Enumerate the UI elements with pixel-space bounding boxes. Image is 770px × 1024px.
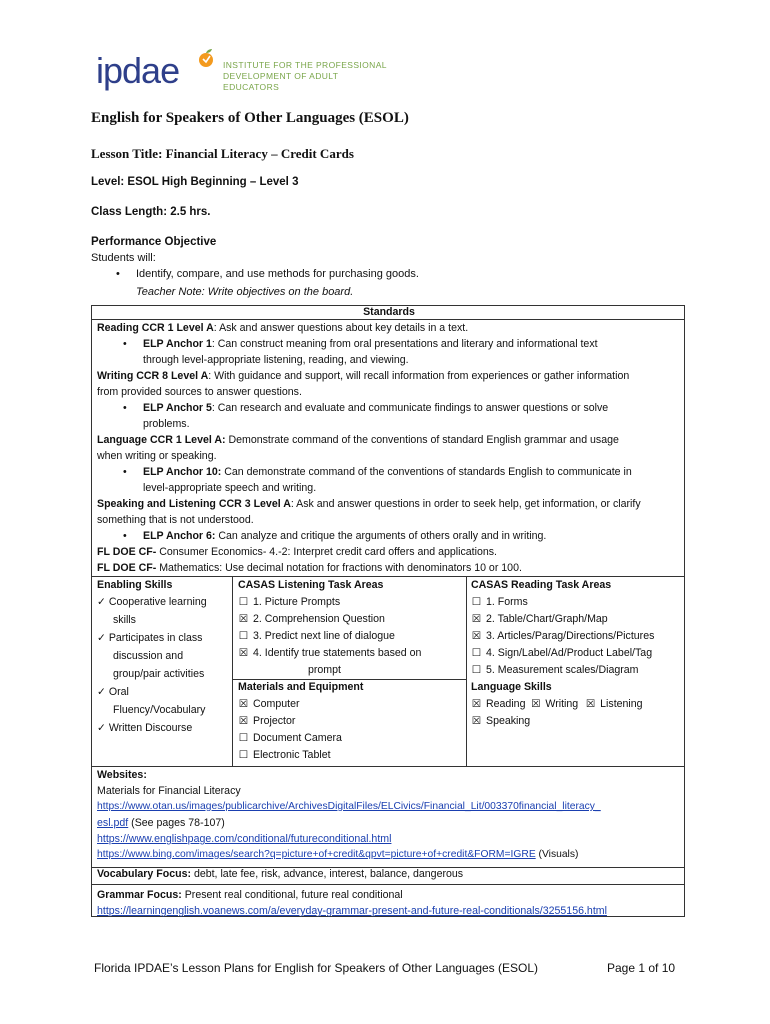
listening-task-4-cont: prompt	[308, 664, 341, 676]
enabling-skill-4: ✓ Written Discourse	[97, 722, 193, 734]
elp-anchor-5-cont: problems.	[143, 418, 190, 430]
casas-reading-heading: CASAS Reading Task Areas	[471, 579, 612, 591]
reading-ccr: Reading CCR 1 Level A: Ask and answer questions about key details in a text.	[97, 322, 469, 334]
materials-financial-literacy: Materials for Financial Literacy	[97, 785, 241, 797]
footer-text: Florida IPDAE’s Lesson Plans for English for Speakers of Other Languages (ESOL)	[94, 961, 539, 975]
materials-heading: Materials and Equipment	[238, 681, 364, 693]
checkbox-checked-icon: ☒	[585, 698, 596, 710]
language-skills-row1[interactable]: ☒ Reading ☒ Writing ☒ Listening	[471, 698, 643, 710]
reading-task-2[interactable]: ☒ 2. Table/Chart/Graph/Map	[471, 613, 608, 625]
link-otan[interactable]: https://www.otan.us/images/publicarchive/ArchivesDigitalFiles/ELCivics/Financial_Lit/003370financial_literacy_	[97, 801, 601, 812]
speaking-ccr: Speaking and Listening CCR 3 Level A: Ask and answer questions in order to seek help, get information, or clarify	[97, 498, 641, 510]
checkbox-icon: ☐	[238, 630, 249, 642]
students-will: Students will:	[91, 252, 156, 264]
writing-ccr-cont: from provided sources to answer questions.	[97, 386, 302, 398]
level: Level: ESOL High Beginning – Level 3	[91, 176, 299, 188]
enabling-skill-3-cont: Fluency/Vocabulary	[113, 704, 206, 716]
link-englishpage[interactable]: https://www.englishpage.com/conditional/futureconditional.html	[97, 833, 392, 845]
listening-task-3[interactable]: ☐ 3. Predict next line of dialogue	[238, 630, 395, 642]
checkbox-checked-icon: ☒	[471, 613, 482, 625]
checkbox-icon: ☐	[238, 732, 249, 744]
apple-icon	[198, 48, 214, 68]
fldoe-math: FL DOE CF- Mathematics: Use decimal notation for fractions with denominators 10 or 100.	[97, 562, 522, 574]
checkbox-icon: ☐	[238, 596, 249, 608]
material-document-camera[interactable]: ☐ Document Camera	[238, 732, 342, 744]
link-voa-grammar[interactable]: https://learningenglish.voanews.com/a/everyday-grammar-present-and-future-real-conditionals/3255156.html	[97, 905, 607, 917]
reading-task-5[interactable]: ☐ 5. Measurement scales/Diagram	[471, 664, 639, 676]
listening-task-1[interactable]: ☐ 1. Picture Prompts	[238, 596, 341, 608]
page-number: Page 1 of 10	[607, 961, 676, 975]
reading-task-1[interactable]: ☐ 1. Forms	[471, 596, 528, 608]
enabling-skill-2-cont: discussion and	[113, 650, 184, 662]
language-skills-row2[interactable]: ☒ Speaking	[471, 715, 531, 727]
vocabulary-focus: Vocabulary Focus: debt, late fee, risk, advance, interest, balance, dangerous	[97, 868, 464, 880]
objective-bullet: • Identify, compare, and use methods for purchasing goods.	[136, 268, 419, 280]
enabling-skill-3: ✓ Oral	[97, 686, 129, 698]
reading-task-4[interactable]: ☐ 4. Sign/Label/Ad/Product Label/Tag	[471, 647, 653, 659]
elp-anchor-6: • ELP Anchor 6: Can analyze and critique the arguments of others orally and in writing.	[143, 528, 546, 544]
elp-anchor-10-cont: level-appropriate speech and writing.	[143, 482, 317, 494]
enabling-skill-2-cont2: group/pair activities	[113, 668, 205, 680]
enabling-skill-1: ✓ Cooperative learning	[97, 596, 207, 608]
link-otan-cont: esl.pdf (See pages 78-107)	[97, 817, 225, 829]
logo-wordmark: ipdae	[96, 50, 180, 91]
enabling-skill-1-cont: skills	[113, 614, 136, 626]
fldoe-consumer: FL DOE CF- Consumer Economics- 4.-2: Interpret credit card offers and applications.	[97, 546, 497, 558]
language-ccr: Language CCR 1 Level A: Demonstrate command of the conventions of standard English grammar and usage	[97, 434, 619, 446]
checkmark-icon: ✓	[97, 632, 106, 644]
lesson-table	[91, 305, 685, 917]
checkbox-checked-icon: ☒	[471, 715, 482, 727]
teacher-note: Teacher Note: Write objectives on the board.	[136, 286, 354, 298]
checkbox-icon: ☐	[238, 749, 249, 761]
checkbox-checked-icon: ☒	[238, 698, 249, 710]
elp-anchor-5: • ELP Anchor 5: Can research and evaluate and communicate findings to answer questions or solve	[143, 400, 608, 416]
checkbox-icon: ☐	[471, 647, 482, 659]
enabling-skills-heading: Enabling Skills	[97, 579, 173, 591]
writing-ccr: Writing CCR 8 Level A: With guidance and support, will recall information from experiences or gather information	[97, 370, 630, 382]
language-ccr-cont: when writing or speaking.	[97, 450, 217, 462]
standards-heading: Standards	[363, 306, 415, 318]
listening-task-4[interactable]: ☒ 4. Identify true statements based on	[238, 647, 422, 659]
checkmark-icon: ✓	[97, 596, 106, 608]
material-projector[interactable]: ☒ Projector	[238, 715, 296, 727]
elp-anchor-1: • ELP Anchor 1: Can construct meaning from oral presentations and literary and informational text	[143, 336, 598, 352]
checkbox-checked-icon: ☒	[531, 698, 541, 710]
ipdae-logo	[96, 44, 396, 96]
enabling-skill-2: ✓ Participates in class	[97, 632, 203, 644]
checkmark-icon: ✓	[97, 686, 106, 698]
reading-task-3[interactable]: ☒ 3. Articles/Parag/Directions/Pictures	[471, 630, 655, 642]
lesson-title: Lesson Title: Financial Literacy – Credit Cards	[91, 146, 354, 161]
grammar-focus: Grammar Focus: Present real conditional, future real conditional	[97, 889, 403, 901]
language-skills-heading: Language Skills	[471, 681, 552, 693]
casas-listening-heading: CASAS Listening Task Areas	[238, 579, 384, 591]
material-tablet[interactable]: ☐ Electronic Tablet	[238, 749, 331, 761]
checkbox-checked-icon: ☒	[471, 630, 482, 642]
class-length: Class Length: 2.5 hrs.	[91, 206, 211, 218]
checkbox-icon: ☐	[471, 664, 482, 676]
elp-anchor-10: • ELP Anchor 10: Can demonstrate command of the conventions of standards English to communicate in	[143, 464, 632, 480]
checkbox-checked-icon: ☒	[238, 647, 249, 659]
websites-heading: Websites:	[97, 769, 147, 781]
checkbox-checked-icon: ☒	[471, 698, 482, 710]
material-computer[interactable]: ☒ Computer	[238, 698, 300, 710]
document-title: English for Speakers of Other Languages (ESOL)	[91, 110, 409, 126]
link-bing-line: https://www.bing.com/images/search?q=picture+of+credit&qpvt=picture+of+credit&FORM=IGRE (Visuals)	[97, 849, 579, 860]
elp-anchor-1-cont: through level-appropriate listening, reading, and viewing.	[143, 354, 409, 366]
listening-task-2[interactable]: ☒ 2. Comprehension Question	[238, 613, 385, 625]
checkbox-checked-icon: ☒	[238, 613, 249, 625]
checkbox-icon: ☐	[471, 596, 482, 608]
checkbox-checked-icon: ☒	[238, 715, 249, 727]
logo-institute-text: INSTITUTE FOR THE PROFESSIONAL DEVELOPMENT OF ADULT EDUCATORS	[223, 60, 387, 92]
checkmark-icon: ✓	[97, 722, 106, 734]
performance-objective-heading: Performance Objective	[91, 236, 217, 248]
speaking-ccr-cont: something that is not understood.	[97, 514, 254, 526]
